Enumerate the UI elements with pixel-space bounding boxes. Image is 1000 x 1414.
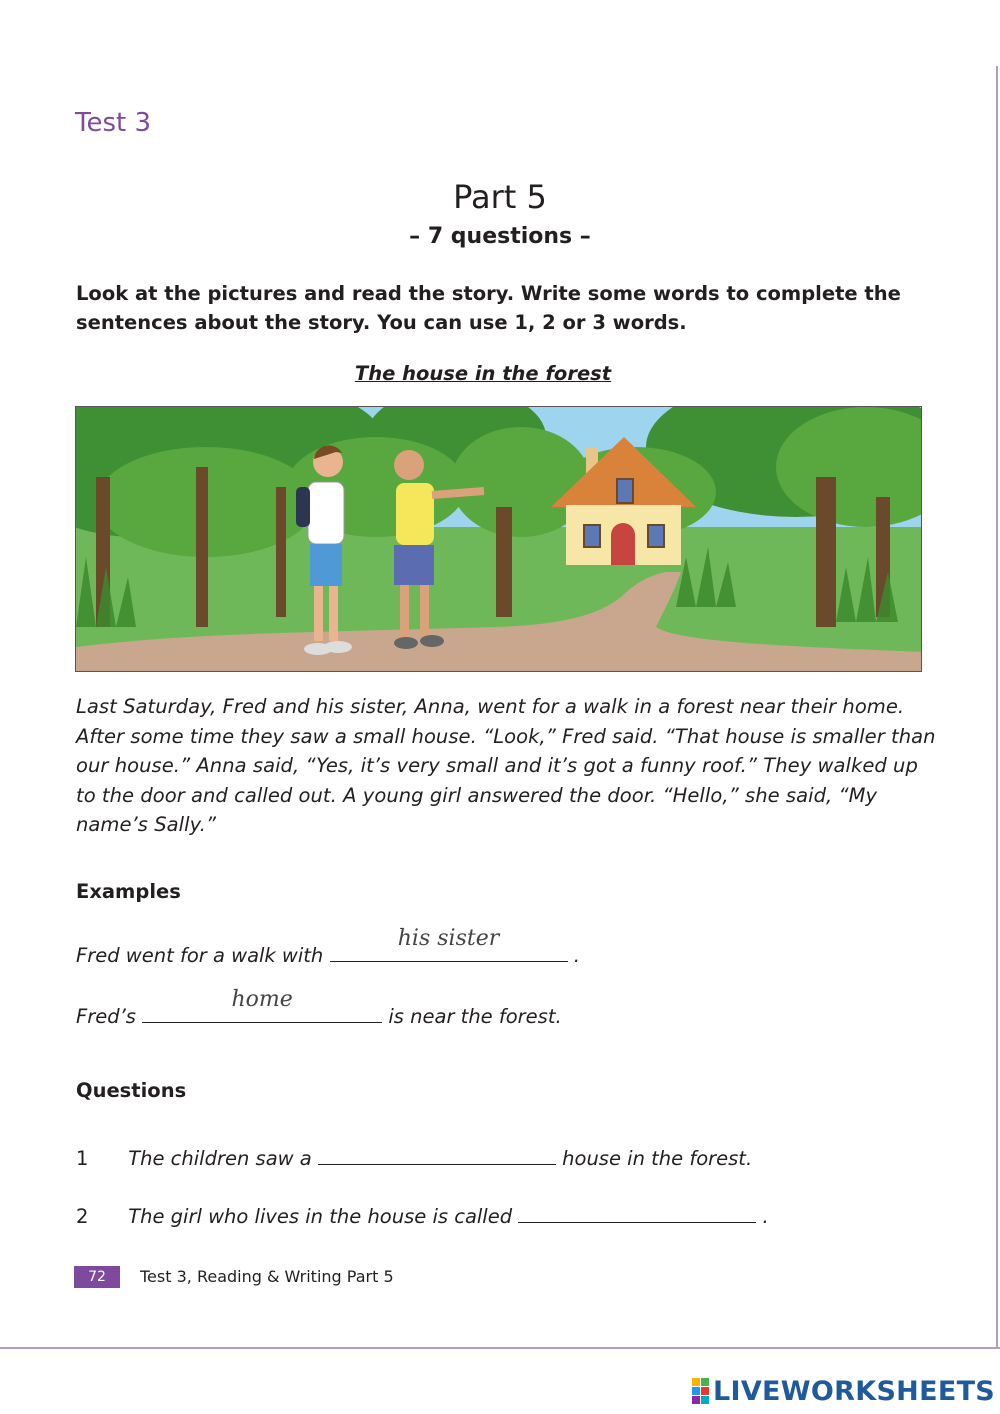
brand-name: LIVEWORKSHEETS [713,1375,996,1407]
liveworksheets-brand[interactable] [692,1375,995,1407]
question-2-answer-field[interactable] [518,1201,756,1223]
liveworksheets-logo-icon [692,1378,709,1404]
examples-heading: Examples [76,880,181,903]
bottom-margin-rule [0,1347,1000,1349]
questions-heading: Questions [76,1079,187,1102]
example-2-answer: home [231,987,293,1012]
footer-text: Test 3, Reading & Writing Part 5 [140,1267,394,1286]
question-2-number: 2 [76,1205,89,1228]
question-1-after: house in the forest. [562,1147,753,1170]
part-subtitle: – 7 questions – [409,224,591,249]
example-2-before: Fred’s [76,1005,136,1028]
right-margin-rule [996,66,998,1348]
test-label: Test 3 [75,108,152,138]
story-title: The house in the forest [354,362,612,385]
example-1-before: Fred went for a walk with [76,944,324,967]
question-1 [76,1143,752,1170]
example-1 [76,926,580,967]
question-2 [76,1201,769,1228]
example-2-blank [142,987,382,1023]
page-number-badge: 72 [74,1266,120,1288]
example-1-answer: his sister [397,926,500,951]
question-2-after: . [762,1205,769,1228]
instructions: Look at the pictures and read the story. Write some words to complete the sentences about the story. You can use 1, 2 or 3 words. [76,282,901,334]
question-1-before: The children saw a [128,1147,312,1170]
question-2-before: The girl who lives in the house is called [128,1205,513,1228]
story-text: Last Saturday, Fred and his sister, Anna, went for a walk in a forest near their home. After some time they saw a small house. “Look,” Fred said. “That house is smaller than our house.” Anna said, “Yes, it’s very small and it’s got a funny roof.” They walked up to the door and called out. A young girl answered the door. “Hello,” she said, “My name’s Sally.” [76,695,936,836]
part-title: Part 5 [453,178,547,216]
example-1-after: . [573,944,580,967]
question-1-number: 1 [76,1147,89,1170]
example-2-after: is near the forest. [388,1005,562,1028]
question-1-answer-field[interactable] [318,1143,556,1165]
example-2 [76,987,562,1028]
forest-scene-illustration [75,406,922,672]
example-1-blank [330,926,568,962]
